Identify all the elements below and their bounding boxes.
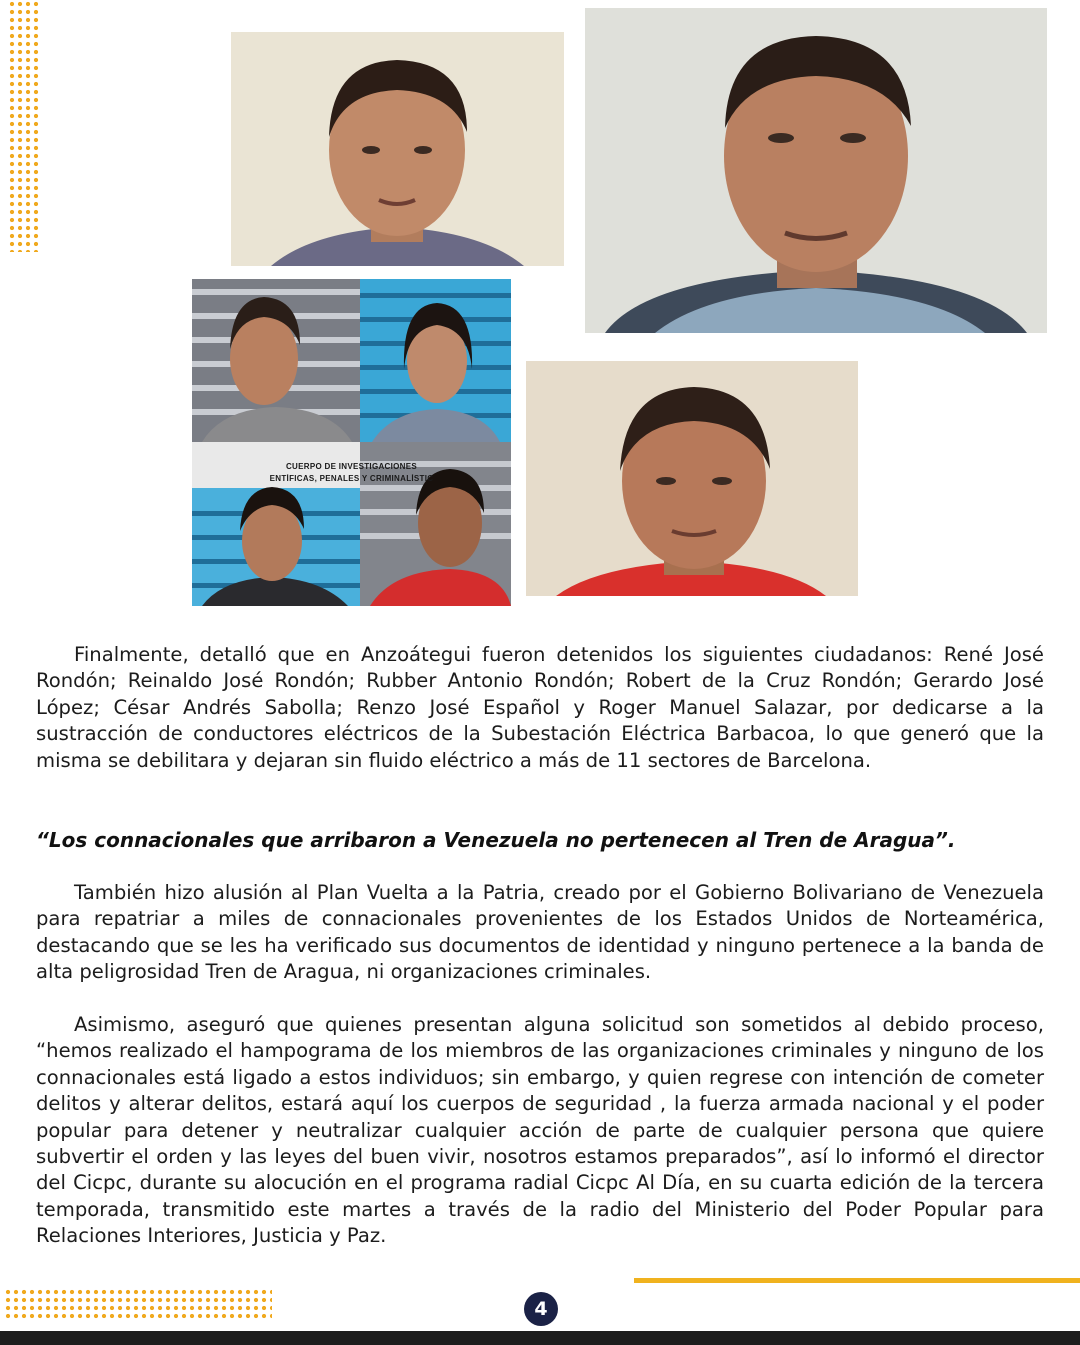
card-caption-line2: ENTÍFICAS, PENALES Y CRIMINALÍSTIC: [269, 474, 434, 483]
footer-bar: [0, 1331, 1080, 1345]
detainee-photo-2: [585, 8, 1047, 333]
page-number-badge: 4: [524, 1292, 558, 1326]
footer-accent-line: [634, 1278, 1080, 1283]
pull-quote: “Los connacionales que arribaron a Venezuela no pertenecen al Tren de Aragua”.: [36, 828, 956, 852]
paragraph-detentions: Finalmente, detalló que en Anzoátegui fueron detenidos los siguientes ciudadanos: René José Rondón; Reinaldo José Rondón; Rubber Antonio Rondón; Robert de la Cruz Rondón; Gerardo José López; César Andrés Sabolla; Renzo José Español y Roger Manuel Salazar, por dedicarse a la sustracción de conductores eléctricos de la Subestación Eléctrica Barbacoa, lo que generó que la misma se debilitara y dejaran sin fluido eléctrico a más de 11 sectores de Barcelona.: [36, 643, 1044, 772]
paragraph-plan-vuelta: También hizo alusión al Plan Vuelta a la Patria, creado por el Gobierno Bolivariano de Venezuela para repatriar a miles de connacionales provenientes de los Estados Unidos de Norteamérica, destacando que se les ha verificado sus documentos de identidad y ninguno pertenece a la banda de alta peligrosidad Tren de Aragua, ni organizaciones criminales.: [36, 881, 1044, 984]
detainee-photo-3: [526, 361, 858, 596]
paragraph-statement: Asimismo, aseguró que quienes presentan alguna solicitud son sometidos al debido proceso, “hemos realizado el hampograma de los miembros de las organizaciones criminales y ninguno de los connacionales está ligado a estos individuos; sin embargo, y quien regrese con intención de cometer delitos y alterar delitos, estará aquí los cuerpos de seguridad , la fuerza armada nacional y el poder popular para detener y neutralizar cualquier acción de parte de cualquier persona que quiere subvertir el orden y las leyes del buen vivir, nosotros estamos preparados”, así lo informó el director del Cicpc, durante su alocución en el programa radial Cicpc Al Día, en su cuarta edición de la tercera temporada, transmitido este martes a través de la radio del Ministerio del Poder Popular para Relaciones Interiores, Justicia y Paz.: [36, 1013, 1044, 1248]
decorative-dots-bottom: [4, 1288, 272, 1320]
detainee-photo-1: [231, 32, 564, 266]
card-caption-line1: CUERPO DE INVESTIGACIONES: [285, 462, 418, 471]
detainee-collage: [192, 279, 511, 606]
decorative-dots-top: [8, 0, 40, 252]
